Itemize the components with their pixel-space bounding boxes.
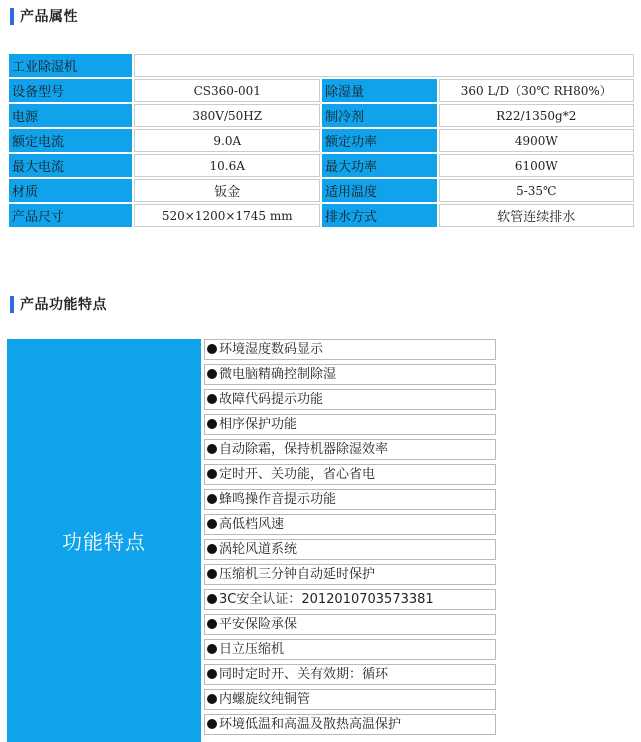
table-row (9, 54, 634, 77)
attr-label: 材质 (9, 179, 132, 202)
bullet-icon (207, 569, 217, 579)
attr-value: 6100W (439, 154, 634, 177)
feature-item: 压缩机三分钟自动延时保护 (204, 564, 496, 585)
bullet-icon (207, 669, 217, 679)
attr-value: 10.6A (134, 154, 320, 177)
feature-item: 高低档风速 (204, 514, 496, 535)
feature-item: 微电脑精确控制除湿 (204, 364, 496, 385)
table-row (9, 204, 634, 227)
attr-value: CS360-001 (134, 79, 320, 102)
table-row (9, 79, 634, 102)
table-row (9, 129, 634, 152)
bullet-icon (207, 544, 217, 554)
bullet-icon (207, 519, 217, 529)
features-title-text: 产品功能特点 (20, 297, 107, 313)
bullet-icon (207, 619, 217, 629)
feature-item: 环境低温和高温及散热高温保护 (204, 714, 496, 735)
bullet-icon (207, 494, 217, 504)
attr-value: 520×1200×1745 mm (134, 204, 320, 227)
feature-item: 蜂鸣操作音提示功能 (204, 489, 496, 510)
attr-value: 软管连续排水 (439, 204, 634, 227)
table-row (9, 154, 634, 177)
feature-item: 同时定时开、关有效期：循环 (204, 664, 496, 685)
attr-label: 排水方式 (322, 204, 437, 227)
attr-value: 4900W (439, 129, 634, 152)
table-row (9, 104, 634, 127)
feature-item: 3C安全认证：2012010703573381 (204, 589, 496, 610)
feature-item: 环境湿度数码显示 (204, 339, 496, 360)
attr-label: 额定功率 (322, 129, 437, 152)
table-row (9, 179, 634, 202)
product-type-value (134, 54, 634, 77)
attr-value: 360 L/D（30℃ RH80%） (439, 79, 634, 102)
attributes-section-title (10, 6, 78, 26)
features-label-cell (7, 339, 201, 742)
attr-value: R22/1350g*2 (439, 104, 634, 127)
attr-label: 最大功率 (322, 154, 437, 177)
attr-label: 除湿量 (322, 79, 437, 102)
features-section-title (10, 294, 107, 314)
bullet-icon (207, 444, 217, 454)
features-table (7, 339, 496, 742)
feature-item: 日立压缩机 (204, 639, 496, 660)
feature-item: 内螺旋纹纯铜管 (204, 689, 496, 710)
feature-item: 平安保险承保 (204, 614, 496, 635)
bullet-icon (207, 644, 217, 654)
attr-label: 最大电流 (9, 154, 132, 177)
features-label: 功能特点 (62, 530, 146, 554)
product-type-label: 工业除湿机 (9, 54, 132, 77)
bullet-icon (207, 394, 217, 404)
bullet-icon (207, 694, 217, 704)
bullet-icon (207, 369, 217, 379)
feature-item: 定时开、关功能，省心省电 (204, 464, 496, 485)
features-list (204, 339, 496, 739)
attr-label: 电源 (9, 104, 132, 127)
feature-item: 自动除霜，保持机器除湿效率 (204, 439, 496, 460)
bullet-icon (207, 469, 217, 479)
attr-value: 380V/50HZ (134, 104, 320, 127)
title-accent-bar (10, 8, 14, 25)
attr-label: 设备型号 (9, 79, 132, 102)
attr-value: 钣金 (134, 179, 320, 202)
attributes-title-text: 产品属性 (20, 9, 78, 25)
title-accent-bar (10, 296, 14, 313)
bullet-icon (207, 344, 217, 354)
attr-value: 9.0A (134, 129, 320, 152)
bullet-icon (207, 719, 217, 729)
bullet-icon (207, 419, 217, 429)
attr-value: 5-35℃ (439, 179, 634, 202)
attr-label: 产品尺寸 (9, 204, 132, 227)
feature-item: 故障代码提示功能 (204, 389, 496, 410)
feature-item: 涡轮风道系统 (204, 539, 496, 560)
attr-label: 适用温度 (322, 179, 437, 202)
bullet-icon (207, 594, 217, 604)
attr-label: 额定电流 (9, 129, 132, 152)
feature-item: 相序保护功能 (204, 414, 496, 435)
attr-label: 制冷剂 (322, 104, 437, 127)
attributes-table (7, 52, 636, 229)
